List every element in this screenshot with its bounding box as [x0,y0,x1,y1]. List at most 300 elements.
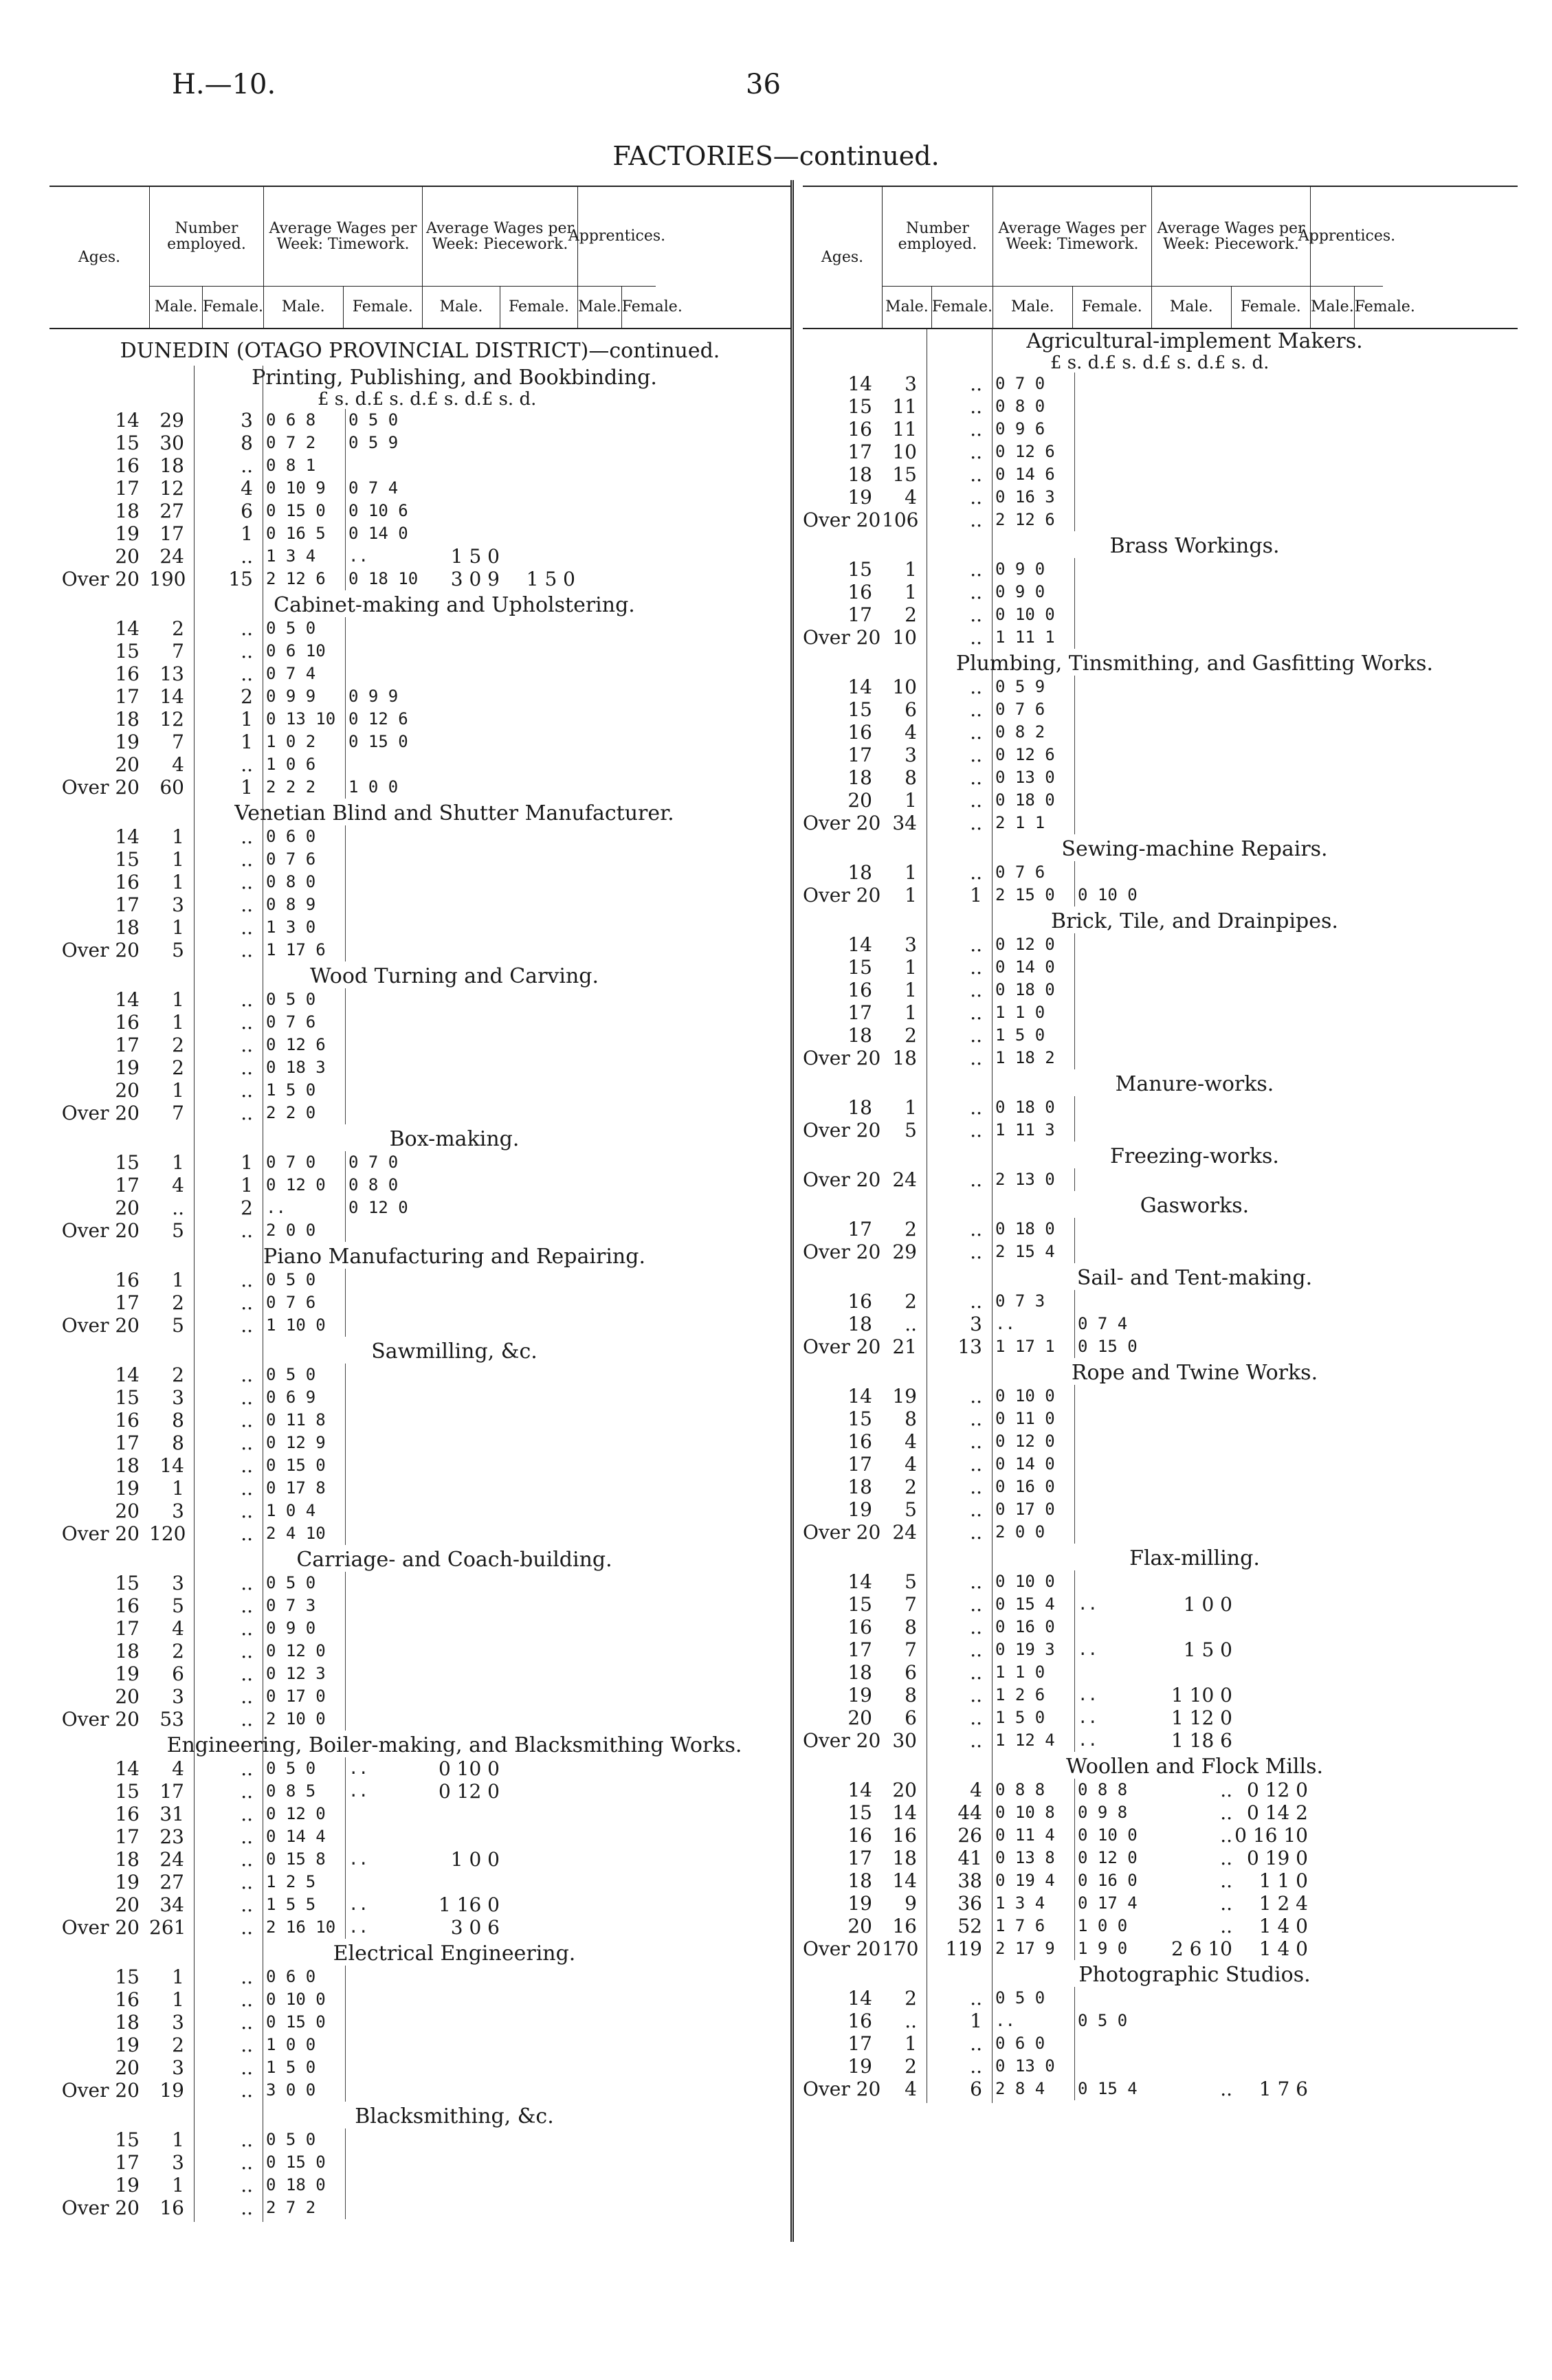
age-cell: 18 [847,861,872,884]
currency-units-header: £ s. d.£ s. d.£ s. d.£ s. d. [1050,353,1270,373]
table-row [49,2079,790,2102]
piecework-male-cell: 1 0 0 [450,1848,500,1871]
timework-female-cell: .. [1074,1706,1150,1729]
timework-male-cell: 1 11 1 [992,626,1074,649]
piecework-male-cell: .. [1220,1779,1232,1801]
timework-female-cell [1074,509,1150,531]
piecework-male-cell [421,454,500,477]
piecework-female-cell [500,1151,575,1174]
age-cell: 17 [847,1218,872,1241]
table-row [49,432,790,454]
age-cell: 18 [115,2011,140,2034]
timework-female-cell [1074,1498,1150,1521]
number-male-cell: 1 [172,1079,184,1102]
piecework-male-cell: 2 6 10 [1171,1937,1232,1960]
timework-male-cell: 0 10 9 [263,477,345,500]
age-cell: 15 [115,1572,140,1594]
piecework-female-cell [500,1916,575,1939]
table-body [803,329,1518,2103]
timework-female-cell [1074,744,1150,766]
timework-female-cell: 0 9 8 [1074,1801,1150,1824]
timework-female-cell: .. [1074,1638,1150,1661]
number-group [883,187,993,328]
piecework-male-cell [1150,558,1232,581]
number-male-cell: 4 [172,753,184,776]
piecework-male-cell: .. [1220,1847,1232,1869]
piecework-female-cell [1232,1593,1308,1616]
piecework-female-cell [500,988,575,1011]
age-cell: 19 [115,522,140,545]
piecework-female-cell [1232,1498,1308,1521]
timework-male-cell: 0 15 0 [263,1454,345,1477]
right-column [803,186,1518,2103]
number-male-cell: 1 [905,558,917,581]
female-header: Female. [1354,298,1415,316]
number-female-cell: .. [970,1616,982,1638]
piecework-female-cell [1232,626,1308,649]
number-male-cell: 3 [905,744,917,766]
piecework-female-cell [500,454,575,477]
piecework-male-cell [421,1966,500,1988]
piecework-male-cell [421,432,500,454]
piecework-female-cell [500,500,575,522]
piecework-male-cell: .. [1220,1824,1232,1847]
table-row [49,2174,790,2197]
age-cell: 16 [847,721,872,744]
age-cell: 16 [847,2010,872,2032]
number-male-cell: 18 [892,1047,917,1069]
age-cell: Over 20 [61,776,140,799]
number-female-cell: .. [241,2174,253,2197]
piecework-female-cell [1232,1684,1308,1706]
age-cell: 15 [847,956,872,979]
age-cell: 17 [847,1453,872,1476]
number-male-cell: 1 [172,1988,184,2011]
number-female-cell: .. [241,1685,253,1708]
age-cell: 19 [115,1662,140,1685]
piecework-female-cell [500,825,575,848]
number-male-cell: 5 [905,1498,917,1521]
number-female-cell: 41 [957,1847,982,1869]
number-male-cell: 2 [905,1987,917,2010]
number-female-cell: .. [970,558,982,581]
piecework-female-cell [1232,486,1308,509]
number-male-cell: 10 [892,676,917,698]
piecework-male-cell [1150,956,1232,979]
age-cell: 14 [847,676,872,698]
timework-male-cell: 0 7 6 [992,698,1074,721]
industry-section [803,652,1518,837]
number-female-cell: 36 [957,1892,982,1915]
timework-female-cell: 0 9 9 [345,685,421,708]
timework-female-cell [1074,486,1150,509]
age-cell: 15 [115,1151,140,1174]
timework-male-cell: 0 16 0 [992,1476,1074,1498]
number-female-cell: .. [241,1594,253,1617]
age-cell: 20 [115,1500,140,1522]
timework-female-cell [345,825,421,848]
age-cell: Over 20 [803,1241,881,1263]
table-row [49,1594,790,1617]
timework-male-cell: 0 12 6 [992,441,1074,463]
piecework-subheaders [423,287,577,328]
timework-male-cell: 2 15 4 [992,1241,1074,1263]
industry-section [49,1127,790,1245]
piecework-female-cell [1232,1408,1308,1430]
timework-male-cell: 1 3 0 [263,916,345,939]
table-row [803,1430,1518,1453]
piecework-female-cell [500,1432,575,1454]
number-male-cell: .. [172,1197,184,1219]
timework-female-cell: 0 12 0 [1074,1847,1150,1869]
timework-male-cell: 0 15 0 [263,500,345,522]
piecework-male-cell [1150,1335,1232,1358]
timework-male-cell: 0 11 0 [992,1408,1074,1430]
piecework-male-cell [1150,979,1232,1001]
timework-male-cell: 0 7 6 [263,848,345,871]
age-cell: 14 [115,825,140,848]
industry-title: Plumbing, Tinsmithing, and Gasfitting Works. [955,652,1434,676]
number-male-cell: 5 [172,1314,184,1337]
age-cell: 15 [115,1966,140,1988]
number-male-cell: 2 [905,1024,917,1047]
number-female-cell: .. [241,1291,253,1314]
piecework-female-cell [500,1871,575,1893]
age-cell: 15 [115,640,140,663]
industry-section [49,366,790,593]
female-header: Female. [508,298,570,316]
timework-male-cell: 0 7 3 [263,1594,345,1617]
piecework-male-cell [1150,441,1232,463]
number-female-cell: .. [241,1386,253,1409]
number-male-cell: 24 [892,1521,917,1544]
age-cell: Over 20 [803,1047,881,1069]
piecework-male-cell [421,477,500,500]
age-cell: 17 [847,1638,872,1661]
piecework-female-cell: 1 5 0 [526,568,575,590]
table-row [803,1408,1518,1430]
timework-female-cell [1074,395,1150,418]
piecework-female-cell [1232,933,1308,956]
timework-group [993,187,1152,328]
age-cell: 14 [847,1385,872,1408]
female-header: Female. [352,298,413,316]
table-row [803,1385,1518,1408]
number-male-cell: 1 [905,789,917,812]
piecework-male-cell [421,753,500,776]
timework-male-cell: 0 16 0 [992,1616,1074,1638]
piecework-group [423,187,578,328]
number-male-cell: 6 [905,698,917,721]
table-row [49,409,790,432]
age-cell: Over 20 [61,1708,140,1731]
number-male-cell: 1 [172,988,184,1011]
table-row [49,1988,790,2011]
timework-male-cell: 1 2 5 [263,1871,345,1893]
timework-female-cell [1074,1096,1150,1119]
piecework-female-cell [500,1848,575,1871]
piecework-female-cell [500,663,575,685]
male-header: Male. [1152,287,1232,328]
number-male-cell: 31 [159,1803,184,1825]
timework-female-cell: 0 8 8 [1074,1779,1150,1801]
timework-female-cell [345,2079,421,2102]
number-subheaders [883,287,993,328]
piecework-male-cell [421,1011,500,1034]
timework-female-cell [1074,1453,1150,1476]
number-male-cell: 1 [905,2032,917,2055]
timework-female-cell: 0 5 0 [1074,2010,1150,2032]
timework-male-cell: 0 13 0 [992,766,1074,789]
table-row [803,1218,1518,1241]
piecework-female-cell [1232,372,1308,395]
timework-female-cell [345,1500,421,1522]
industry-title: Wood Turning and Carving. [309,964,599,988]
timework-male-cell: 0 18 0 [992,979,1074,1001]
timework-female-cell [1074,1408,1150,1430]
piecework-male-cell [421,1500,500,1522]
table-row [803,463,1518,486]
timework-female-cell [1074,2055,1150,2078]
timework-male-cell: 0 9 0 [992,581,1074,603]
piecework-male-cell [1150,581,1232,603]
number-female-cell: .. [970,626,982,649]
table-row [49,1432,790,1454]
number-female-cell: .. [241,2151,253,2174]
number-male-cell: 1 [172,848,184,871]
piecework-female-cell: 1 1 0 [1259,1869,1308,1892]
timework-female-cell [345,640,421,663]
number-female-cell: .. [241,2197,253,2219]
timework-female-cell [345,1102,421,1124]
timework-male-cell: 1 11 3 [992,1119,1074,1142]
table-row [49,1477,790,1500]
number-male-cell: 1 [905,581,917,603]
piecework-male-cell [1150,766,1232,789]
piecework-female-cell [500,1617,575,1640]
age-cell: 16 [115,454,140,477]
age-cell: 15 [115,432,140,454]
timework-female-cell [345,1685,421,1708]
timework-male-cell: 0 14 6 [992,463,1074,486]
piecework-group [1152,187,1311,328]
industry-section [49,1733,790,1942]
table-row [49,522,790,545]
number-female-cell: .. [970,603,982,626]
age-cell: 19 [847,1684,872,1706]
number-male-cell: 1 [905,979,917,1001]
piecework-male-cell: 1 0 0 [1183,1593,1232,1616]
table-row [803,1987,1518,2010]
age-cell: 14 [115,1757,140,1780]
piecework-female-cell [1232,581,1308,603]
number-male-cell: 24 [892,1168,917,1191]
number-female-cell: .. [970,1385,982,1408]
number-male-cell: 1 [172,871,184,893]
number-header: Number employed. [150,187,263,287]
number-female-cell: .. [241,1500,253,1522]
table-row [49,663,790,685]
industry-section [803,909,1518,1072]
number-male-cell: 12 [159,708,184,731]
piecework-female-cell [500,1291,575,1314]
timework-male-cell: 0 10 0 [992,603,1074,626]
age-cell: 18 [847,1024,872,1047]
number-female-cell: .. [970,581,982,603]
industry-section [49,2104,790,2222]
table-row [49,2056,790,2079]
number-female-cell: .. [970,1218,982,1241]
piecework-female-cell [500,2034,575,2056]
timework-male-cell: .. [992,1313,1074,1335]
timework-female-cell [345,1364,421,1386]
piecework-male-cell [1150,1408,1232,1430]
timework-male-cell: 1 0 6 [263,753,345,776]
table-row [803,698,1518,721]
number-female-cell: .. [970,766,982,789]
piecework-male-cell: 1 5 0 [450,545,500,568]
age-cell: 15 [847,1801,872,1824]
timework-female-cell [1074,1476,1150,1498]
male-header: Male. [423,287,500,328]
number-male-cell: 10 [892,626,917,649]
piecework-female-cell [1232,698,1308,721]
number-male-cell: 1 [172,1151,184,1174]
age-cell: 17 [847,1847,872,1869]
timework-female-cell [345,1409,421,1432]
timework-female-cell: .. [345,1893,421,1916]
piecework-female-cell [1232,1521,1308,1544]
piecework-male-cell [421,825,500,848]
industry-title: Photographic Studios. [1078,1963,1311,1987]
piecework-male-cell [421,1640,500,1662]
piecework-female-cell: 0 19 0 [1246,1847,1308,1869]
number-male-cell: 3 [172,1386,184,1409]
timework-male-cell: 0 6 0 [263,1966,345,1988]
piecework-female-cell [1232,2032,1308,2055]
timework-female-cell [1074,418,1150,441]
piecework-female-cell [500,685,575,708]
number-male-cell: 5 [905,1119,917,1142]
timework-female-cell [1074,956,1150,979]
age-cell: 16 [115,1803,140,1825]
number-female-cell: .. [241,753,253,776]
number-male-cell: 261 [149,1916,186,1939]
timework-male-cell: 0 14 0 [992,1453,1074,1476]
timework-female-cell [345,1708,421,1731]
age-cell: 15 [847,1408,872,1430]
number-male-cell: 6 [905,1706,917,1729]
timework-subheaders [993,287,1151,328]
timework-male-cell: 0 12 9 [263,1432,345,1454]
timework-female-cell: 0 15 4 [1074,2078,1150,2100]
piecework-female-cell [500,1409,575,1432]
piecework-male-cell [421,1871,500,1893]
number-male-cell: 17 [159,1780,184,1803]
timework-female-cell [1074,1430,1150,1453]
timework-male-cell: 0 17 0 [263,1685,345,1708]
timework-male-cell: 1 5 0 [992,1024,1074,1047]
piecework-male-cell [421,1364,500,1386]
piecework-female-cell [500,1780,575,1803]
timework-male-cell: 0 5 0 [263,1364,345,1386]
timework-female-cell [1074,1661,1150,1684]
table-row [49,2034,790,2056]
number-female-cell: 6 [970,2078,982,2100]
piecework-female-cell [500,2128,575,2151]
age-cell: 16 [115,663,140,685]
number-male-cell: 5 [172,1594,184,1617]
timework-male-cell: 1 5 0 [263,1079,345,1102]
timework-male-cell: 1 0 4 [263,1500,345,1522]
table-row [49,731,790,753]
timework-female-cell [1074,1616,1150,1638]
age-cell: Over 20 [803,812,881,834]
undefined [575,1757,653,1780]
piecework-female-cell [500,1803,575,1825]
piecework-male-cell: 1 18 6 [1171,1729,1232,1752]
age-cell: 20 [847,789,872,812]
timework-female-cell [1074,766,1150,789]
number-male-cell: 1 [905,861,917,884]
number-female-cell: .. [241,1916,253,1939]
age-cell: Over 20 [803,1937,881,1960]
timework-male-cell: 1 17 1 [992,1335,1074,1358]
number-female-cell: .. [970,1593,982,1616]
age-cell: 17 [115,2151,140,2174]
number-male-cell: 4 [905,486,917,509]
timework-female-cell [1074,812,1150,834]
piecework-male-cell [1150,933,1232,956]
age-cell: Over 20 [803,509,881,531]
piecework-male-cell [421,731,500,753]
age-cell: 14 [115,409,140,432]
table-row [49,1662,790,1685]
timework-female-cell [345,1522,421,1545]
piecework-female-cell [500,2197,575,2219]
table-row [49,1780,790,1803]
number-female-cell: .. [970,1706,982,1729]
timework-male-cell: 3 0 0 [263,2079,345,2102]
table-row [803,721,1518,744]
piecework-male-cell [421,988,500,1011]
number-female-cell: .. [970,789,982,812]
timework-header: Average Wages per Week: Timework. [993,187,1151,287]
number-female-cell: .. [970,1661,982,1684]
industry-section [49,1339,790,1548]
piecework-male-cell [1150,1987,1232,2010]
timework-male-cell: 1 2 6 [992,1684,1074,1706]
table-row [803,1779,1518,1801]
piecework-female-cell [1232,1047,1308,1069]
piecework-female-cell [500,1079,575,1102]
number-male-cell: 1 [905,884,917,907]
number-male-cell: 16 [892,1915,917,1937]
timework-male-cell: 0 6 0 [263,825,345,848]
piecework-female-cell: 1 7 6 [1259,2078,1308,2100]
number-female-cell: .. [241,2128,253,2151]
number-female-cell: 1 [241,1174,253,1197]
timework-female-cell: 1 0 0 [1074,1915,1150,1937]
age-cell: 17 [115,1825,140,1848]
age-cell: 16 [847,581,872,603]
number-female-cell: .. [241,1825,253,1848]
piecework-male-cell [421,939,500,961]
age-cell: 17 [847,1001,872,1024]
timework-female-cell: 0 7 4 [1074,1313,1150,1335]
table-row [49,776,790,799]
number-female-cell: .. [241,2079,253,2102]
